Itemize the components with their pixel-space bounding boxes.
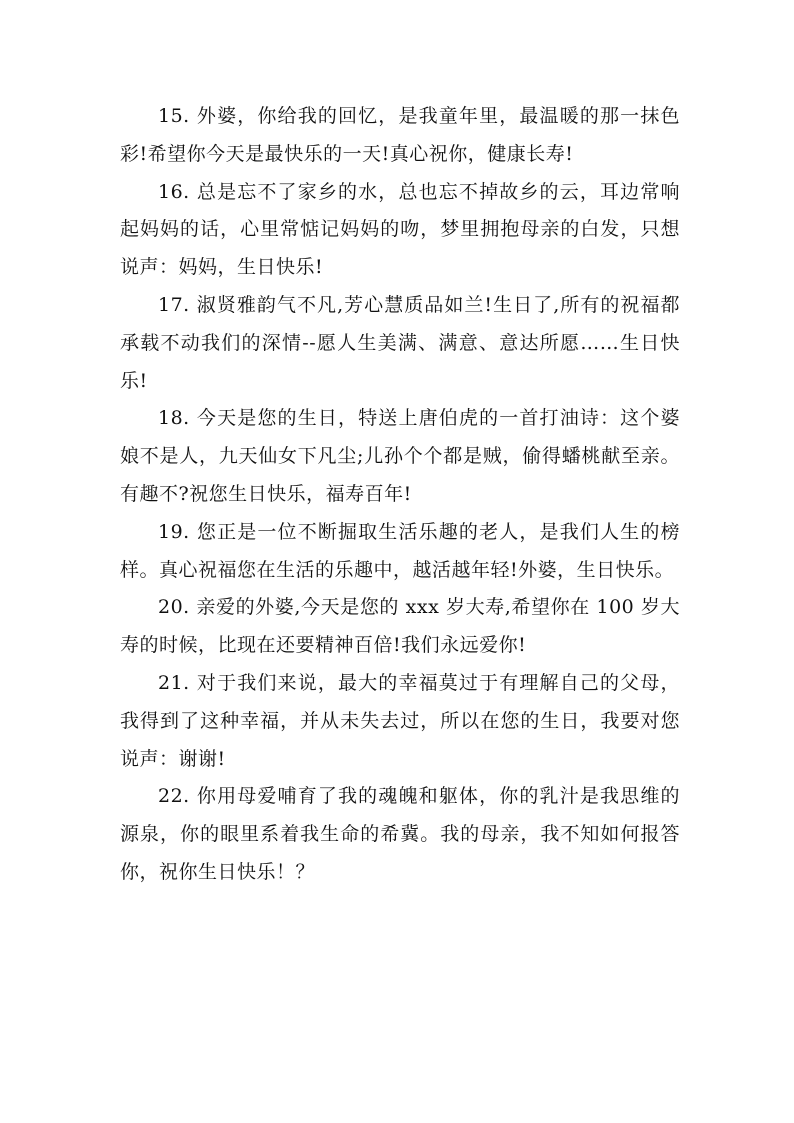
paragraph-22: 22. 你用母爱哺育了我的魂魄和躯体，你的乳汁是我思维的源泉，你的眼里系着我生命的希冀。我的母亲，我不知如何报答你，祝你生日快乐！？ — [120, 785, 680, 883]
paragraph-17: 17. 淑贤雅韵气不凡,芳心慧质品如兰!生日了,所有的祝福都承载不动我们的深情--愿人生美满、满意、意达所愿……生日快乐! — [120, 293, 680, 392]
paragraph-18: 18. 今天是您的生日，特送上唐伯虎的一首打油诗：这个婆娘不是人，九天仙女下凡尘;儿孙个个都是贼，偷得蟠桃献至亲。有趣不?祝您生日快乐，福寿百年! — [120, 407, 680, 505]
paragraph-16: 16. 总是忘不了家乡的水，总也忘不掉故乡的云，耳边常响起妈妈的话，心里常惦记妈妈的吻，梦里拥抱母亲的白发，只想说声：妈妈，生日快乐! — [120, 180, 680, 279]
paragraph-19: 19. 您正是一位不断掘取生活乐趣的老人，是我们人生的榜样。真心祝福您在生活的乐趣中，越活越年轻!外婆，生日快乐。 — [120, 520, 680, 581]
paragraph-15: 15. 外婆，你给我的回忆，是我童年里，最温暖的那一抹色彩!希望你今天是最快乐的一天!真心祝你，健康长寿! — [120, 105, 680, 165]
document-body — [120, 98, 680, 892]
paragraph-20: 20. 亲爱的外婆,今天是您的 xxx 岁大寿,希望你在 100 岁大寿的时候，比现在还要精神百倍!我们永远爱你! — [120, 596, 680, 657]
paragraph-21: 21. 对于我们来说，最大的幸福莫过于有理解自己的父母，我得到了这种幸福，并从未失去过，所以在您的生日，我要对您说声：谢谢! — [120, 671, 680, 770]
